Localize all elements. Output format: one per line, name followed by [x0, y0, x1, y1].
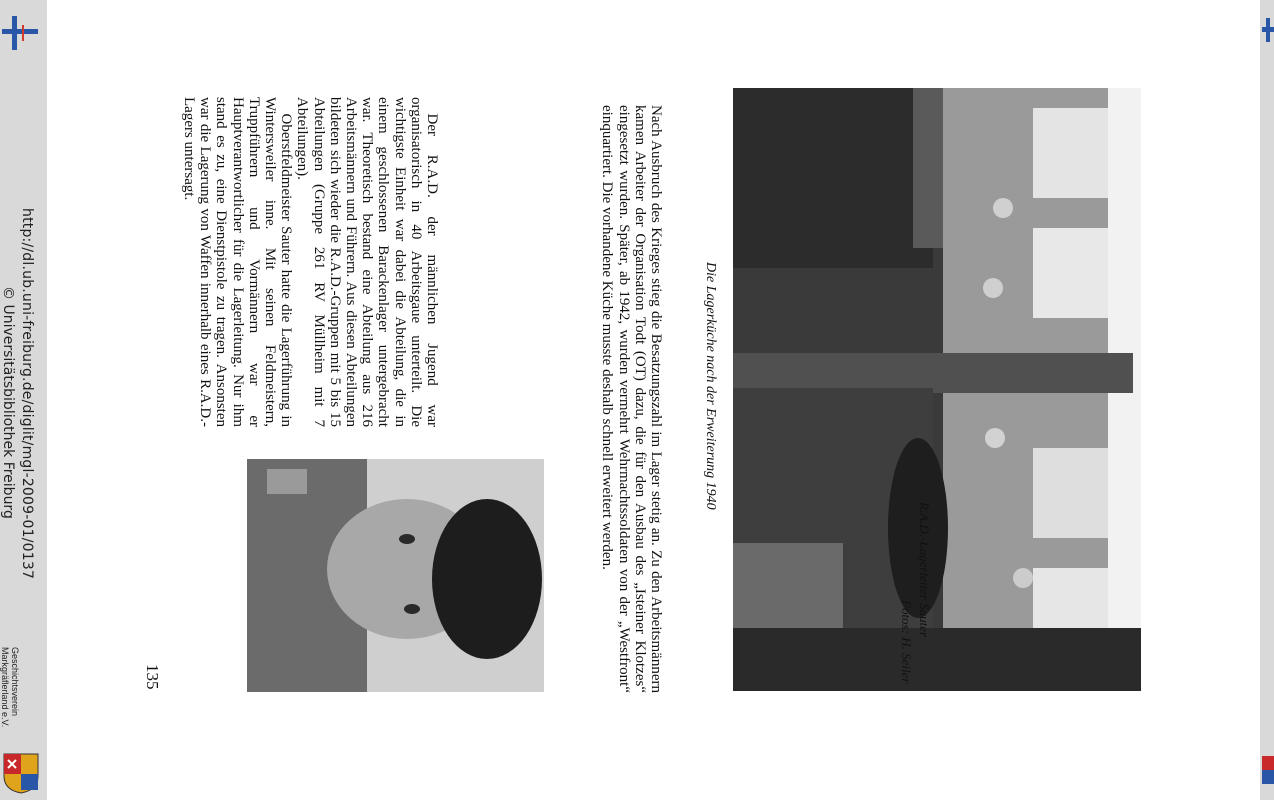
paragraph: Oberstfeldmeister Sauter hatte die Lagerführung in Wintersweiler inne. Mit seinen Feldmeistern, Truppführern und Vormännern war er Hauptverantwortlicher für die Lagerleitung. Nur ihm stand es zu, eine Dienstpistole zu tragen. Ansonsten war die Lagerung von Waffen innerhalb eines R.A.D.-Lagers untersagt.: [180, 97, 295, 427]
paragraph: Nach Ausbruch des Krieges stieg die Besatzungszahl im Lager stetig an. Zu den Arbeitsmännern kamen Arbeiter der Organisation Todt (OT) dazu, die für den Ausbau des „Isteiner Klotzes“ eingesetzt wurden. Später, ab 1942, wurden vermehrt Wehrmachtssoldaten von der „Westfront“ einquartiert. Die vorhandene Küche musste deshalb schnell erweitert werden.: [599, 105, 664, 693]
photo-credit: Fotos: H. Seiler: [899, 600, 914, 684]
document-url[interactable]: http://dl.ub.uni-freiburg.de/diglit/mgl-2009-01/0137: [19, 208, 35, 580]
kitchen-photo-caption: Die Lagerküche nach der Erweiterung 1940: [703, 262, 718, 510]
main-text-column: [599, 105, 664, 693]
publisher-name: Geschichtsverein Markgräflerland e.V.: [0, 647, 20, 728]
navigation-marker-icon-right: [1262, 18, 1274, 42]
portrait-photo-caption: R.A.D.-Lagerleiter Sauter: [917, 502, 932, 638]
portrait-photo: [247, 459, 544, 692]
navigation-marker-icon: [2, 16, 38, 50]
paragraph: Der R.A.D. der männlichen Jugend war organisatorisch in 40 Arbeitsgaue unterteilt. Die wichtigste Einheit war dabei die Abteilung, die in einem geschlossenen Barackenlager untergebracht war. Theoretisch bestand eine Abteilung aus 216 Arbeitsmännern und Führern. Aus diesen Abteilungen bildeten sich wieder die R.A.D.-Gruppen mit 5 bis 15 Abteilungen (Gruppe 261 RV Müllheim mit 7 Abteilungen).: [294, 97, 440, 427]
kitchen-photo: [733, 88, 1141, 691]
copyright-notice: © Universitätsbibliothek Freiburg: [0, 286, 16, 519]
coat-of-arms-icon-right: [1262, 756, 1274, 786]
left-viewer-margin: [0, 0, 47, 800]
secondary-text-column: [181, 97, 440, 427]
right-viewer-margin: [1260, 0, 1274, 800]
coat-of-arms-icon: [2, 752, 40, 794]
page-number: 135: [143, 664, 162, 690]
